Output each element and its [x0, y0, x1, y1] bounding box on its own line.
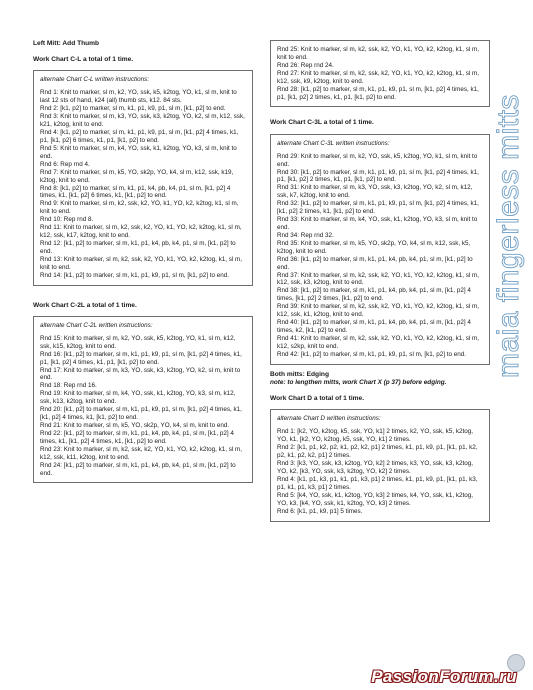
- round-line: Rnd 8: [k1, p2] to marker, sl m, k1, p1, k4, pb, k4, p1, sl m, [k1, p2] 4 times, k1, [k1, p2] 6 times, k1, [k1, p2] to end.: [40, 184, 231, 200]
- sidebar-title: [488, 48, 530, 378]
- round-line: Rnd 34: Rep rnd 32.: [277, 231, 334, 239]
- round-line: Rnd 19: Knit to marker, sl m, k4, YO, ssk, k1, k2tog, YO, k3, sl m, k12, ssk, k13, k2tog, knit to end.: [40, 390, 236, 406]
- round-line: Rnd 40: [k1, p2] to marker, sl m, k1, p1, k4, pb, k4, p1, sl m, [k1, p2] 4 times, k2, [k1, p2] to end.: [277, 319, 471, 334]
- round-line: Rnd 28: [k1, p2] to marker, sl m, k1, p1, k9, p1, sl m, [k1, p2] 4 times, k1, p1, [k1, p2] 2 times, k1, p1, [k1, p2] to end.: [277, 85, 479, 101]
- round-line: Rnd 10: Rep rnd 8.: [40, 216, 94, 224]
- round-line: Rnd 37: Knit to marker, sl m, k2, ssk, k2, YO, k1, YO, k2, k2tog, k1, sl m, k12, ssk, k3, k2tog, knit to end.: [277, 271, 480, 287]
- round-line: Rnd 21: Knit to marker, sl m, k5, YO, sk2p, YO, k4, sl m, knit to end.: [40, 421, 230, 429]
- edging-note: note: to lengthen mitts, work Chart X (p 37) before edging.: [270, 378, 447, 386]
- round-line: Rnd 33: Knit to marker, sl m, k4, YO, ssk, k1, k2tog, YO, k3, sl m, knit to end.: [277, 216, 478, 231]
- round-line: Rnd 15: Knit to marker, sl m, k2, YO, ssk, k5, k2tog, YO, k1, sl m, k12, ssk, k15, k2tog, knit to end.: [40, 334, 236, 350]
- instructions-box-c-3l: [270, 134, 490, 365]
- instructions-box-c-l: [33, 70, 253, 285]
- box-title: alternate Chart C-3L written instructions:: [277, 139, 390, 147]
- section-heading: Both mitts: Edging: [270, 370, 329, 378]
- section-heading: Left Mitt: Add Thumb: [33, 40, 100, 47]
- round-line: Rnd 35: Knit to marker, sl m, k5, YO, sk2p, YO, k4, sl m, k12, ssk, k5, k2tog, knit to end.: [277, 239, 471, 255]
- round-line: Rnd 41: Knit to marker, sl m, k2, ssk, k2, YO, k1, YO, k2, k2tog, k1, sl m, k12, s2kp, knit to end.: [277, 334, 480, 350]
- instructions-box-c-2l: [33, 316, 253, 484]
- round-line: Rnd 2: [k1, p2] to marker, sl m, k1, p1, k9, p1, sl m, [k1, p2] to end.: [40, 105, 226, 113]
- chart-heading: Work Chart C-2L a total of 1 time.: [33, 301, 137, 309]
- round-line: Rnd 42: [k1, p2] to marker, sl m, k1, p1, k9, p1, sl m, [k1, p2] to end.: [277, 350, 466, 358]
- right-column: [270, 40, 490, 522]
- round-line: Rnd 1: Knit to marker, sl m, k2, YO, ssk, k5, k2tog, YO, k1, sl m, knit to last 12 sts of hand, k24 (all) thumb sts, k12. 84 sts.: [40, 89, 237, 105]
- round-line: Rnd 36: [k1, p2] to marker, sl m, k1, p1, k4, pb, k4, p1, sl m, [k1, p2] to end.: [277, 255, 473, 271]
- box-title: alternate Chart C-2L written instructions:: [40, 321, 153, 329]
- round-line: Rnd 31: Knit to marker, sl m, k3, YO, ssk, k3, k2tog, YO, k2, sl m, k12, ssk, k7, k2tog, knit to end.: [277, 184, 473, 200]
- chart-heading: Work Chart C-L a total of 1 time.: [33, 56, 134, 64]
- box-title: alternate Chart D written instructions:: [277, 415, 381, 423]
- round-line: Rnd 20: [k1, p2] to marker, sl m, k1, p1, k9, p1, sl m, [k1, p2] 4 times, k1, [k1, p2] 4 times, k1, [k1, p2] to end.: [40, 406, 242, 422]
- round-line: Rnd 17: Knit to marker, sl m, k3, YO, ssk, k3, k2tog, YO, k2, sl m, knit to end.: [40, 366, 241, 382]
- round-line: Rnd 27: Knit to marker, sl m, k2, ssk, k2, YO, k1, YO, k2, k2tog, k1, sl m, k12, ssk, k9, k2tog, knit to end.: [277, 69, 480, 85]
- round-line: Rnd 5: [k4, YO, ssk, k1, k2tog, YO, k3] 2 times, k4, YO, ssk, k1, k2tog, YO, k3, [k4, YO, ssk, k1, k2tog, YO, k3] 2 times.: [277, 491, 473, 507]
- round-line: Rnd 22: [k1, p2] to marker, sl m, k1, p1, k4, pb, k4, p1, sl m, [k1, p2] 4 times, k1, [k1, p2] 4 times, k1, [k1, p2] to end.: [40, 429, 234, 445]
- round-line: Rnd 9: Knit to marker, sl m, k2, ssk, k2, YO, k1, YO, k2, k2tog, k1, sl m, knit to end.: [40, 200, 239, 216]
- round-line: Rnd 3: Knit to marker, sl m, k3, YO, ssk, k3, k2tog, YO, k2, sl m, k12, ssk, k21, k2tog, knit to end.: [40, 113, 245, 129]
- round-line: Rnd 29: Knit to marker, sl m, k2, YO, ssk, k5, k2tog, YO, k1, sl m, knit to end.: [277, 152, 478, 168]
- round-line: Rnd 13: Knit to marker, sl m, k2, ssk, k2, YO, k1, YO, k2, k2tog, k1, sl m, knit to end.: [40, 255, 243, 271]
- round-line: Rnd 6: [k1, p1, k9, p1] 5 times.: [277, 507, 363, 515]
- round-line: Rnd 6: Rep rnd 4.: [40, 160, 90, 168]
- round-line: Rnd 32: [k1, p2] to marker, sl m, k1, p1, k9, p1, sl m, [k1, p2] 4 times, k1, [k1, p2] 2 times, k1, [k1, p2] to end.: [277, 200, 479, 216]
- left-column: [33, 40, 253, 483]
- round-line: Rnd 4: [k1, p1, k3, p1, k1, p1, k3, p1] 2 times, k1, p1, k9, p1, [k1, p1, k3, p1, k1, p1, k3, p1] 2 times.: [277, 475, 478, 491]
- round-line: Rnd 1: [k2, YO, k2tog, k5, ssk, YO, k1] 2 times, k2, YO, ssk, k5, k2tog, YO, k1, [k2, YO, k2tog, k5, ssk, YO, k1] 2 times.: [277, 428, 473, 444]
- chart-heading: Work Chart D a total of 1 time.: [270, 395, 365, 403]
- round-line: Rnd 25: Knit to marker, sl m, k2, ssk, k2, YO, k1, YO, k2, k2tog, k1, sl m, knit to end.: [277, 46, 480, 61]
- chart-heading: Work Chart C-3L a total of 1 time.: [270, 119, 374, 127]
- watermark: PassionForum.ru: [371, 667, 517, 686]
- round-line: Rnd 14: [k1, p2] to marker, sl m, k1, p1, k9, p1, sl m, [k1, p2] to end.: [40, 271, 229, 279]
- instructions-box-c-2l-continued: [270, 40, 490, 107]
- sidebar-title-text: maia fingerless mitts: [492, 94, 525, 378]
- round-line: Rnd 24: [k1, p2] to marker, sl m, k1, p1, k4, pb, k4, p1, sl m, [k1, p2] to end.: [40, 461, 236, 477]
- round-line: Rnd 39: Knit to marker, sl m, k2, ssk, k2, YO, k1, YO, k2, k2tog, k1, sl m, k12, ssk, k1, k2tog, knit to end.: [277, 303, 480, 319]
- round-line: Rnd 16: [k1, p2] to marker, sl m, k1, p1, k9, p1, sl m, [k1, p2] 4 times, k1, p1, [k1, p2] 4 times, k1, p1, [k1, p2] to end.: [40, 350, 242, 366]
- round-line: Rnd 12: [k1, p2] to marker, sl m, k1, p1, k4, pb, k4, p1, sl m, [k1, p2] to end.: [40, 239, 236, 255]
- round-line: Rnd 23: Knit to marker, sl m, k2, ssk, k2, YO, k1, YO, k2, k2tog, k1, sl m, k12, ssk, k11, k2tog, knit to end.: [40, 445, 243, 461]
- round-line: Rnd 38: [k1, p2] to marker, sl m, k1, p1, k4, pb, k4, p1, sl m, [k1, p2] 4 times, [k1, p2] 2 times, [k1, p2] to end.: [277, 287, 471, 303]
- round-line: Rnd 2: [k1, p1, k2, p2, k1, p2, k2, p1] 2 times, k1, p1, k9, p1, [k1, p1, k2, p2, k1, p2, k2, p1] 2 times.: [277, 444, 478, 460]
- round-line: Rnd 5: Knit to marker, sl m, k4, YO, ssk, k1, k2tog, YO, k3, sl m, knit to end.: [40, 144, 237, 160]
- round-line: Rnd 18: Rep rnd 16.: [40, 382, 97, 390]
- instructions-box-d: [270, 409, 490, 521]
- round-line: Rnd 7: Knit to marker, sl m, k5, YO, sk2p, YO, k4, sl m, k12, ssk, k19, k2tog, knit to end.: [40, 168, 234, 184]
- round-line: Rnd 11: Knit to marker, sl m, k2, ssk, k2, YO, k1, YO, k2, k2tog, k1, sl m, k12, ssk, k17, k2tog, knit to end.: [40, 224, 242, 240]
- round-line: Rnd 26: Rep rnd 24.: [277, 61, 334, 69]
- round-line: Rnd 4: [k1, p2] to marker, sl m, k1, p1, k9, p1, sl m, [k1, p2] 4 times, k1, p1, [k1, p2] 6 times, k1, p1, [k1, p2] to end.: [40, 129, 239, 144]
- box-title: alternate Chart C-L written instructions:: [40, 76, 150, 84]
- round-line: Rnd 3: [k3, YO, ssk, k3, k2tog, YO, k2] 2 times, k3, YO, ssk, k3, k2tog, YO, k2, [k3, YO, ssk, k3, k2tog, YO, k2] 2 times.: [277, 460, 473, 476]
- round-line: Rnd 30: [k1, p2] to marker, sl m, k1, p1, k9, p1, sl m, [k1, p2] 4 times, k1, p1, [k1, p2] 2 times, k1, p1, [k1, p2] to end.: [277, 168, 479, 184]
